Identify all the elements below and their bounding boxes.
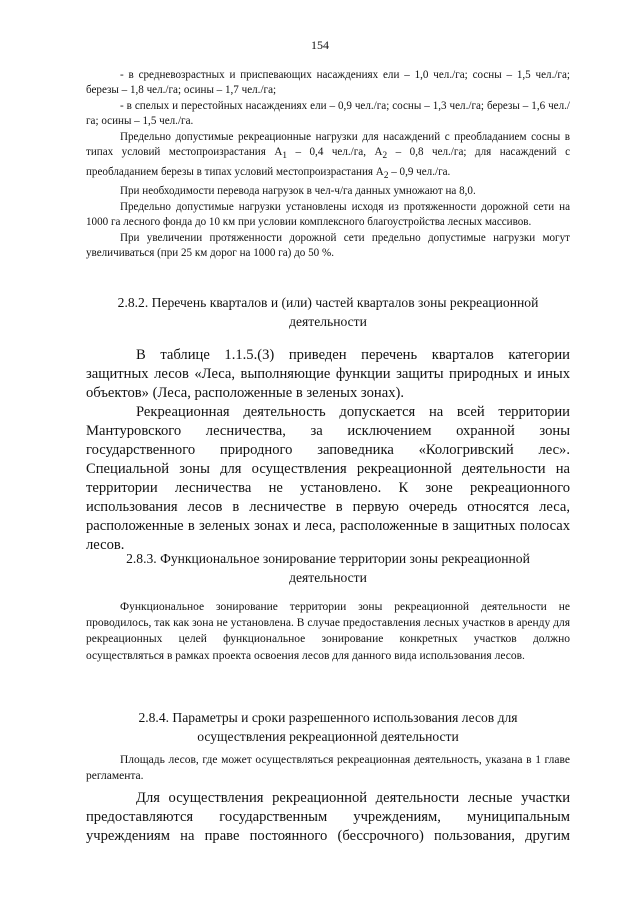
section-284-intro (86, 752, 570, 784)
norm-sub-1: 1 (282, 151, 287, 162)
norm-paragraph-max-load (86, 130, 570, 185)
section-283-heading-line1: 2.8.3. Функциональное зонирование территории зоны рекреационной (126, 551, 530, 566)
norm-paragraph-increase: При увеличении протяженности дорожной сети предельно допустимые нагрузки могут увеличиваться (при 25 км дорог на 1000 га) до 50 %. (86, 231, 570, 259)
norm-text-2: – 0,4 чел./га, А (286, 146, 383, 159)
norm-line-middle-aged: - в средневозрастных и приспевающих насаждениях ели – 1,0 чел./га; сосны – 1,5 чел./га; березы – 1,8 чел./га; осины – 1,7 чел./га; (86, 69, 570, 97)
section-282-heading (86, 293, 570, 331)
section-283-paragraph-1: Функциональное зонирование территории зоны рекреационной деятельности не проводилось, так как зона не установлена. В случае предоставления лесных участков в аренду для рекреационных целей функциональное зонирование конкретных участков должно осуществляться в рамках проекта освоения лесов для данного вида использования лесов. (86, 601, 570, 662)
norm-sub-2: 2 (382, 151, 388, 162)
section-282-heading-line1: 2.8.2. Перечень кварталов и (или) частей кварталов зоны рекреационной (117, 295, 539, 310)
norm-line-mature: - в спелых и перестойных насаждениях ели – 0,9 чел./га; сосны – 1,3 чел./га; березы – 1,6 чел./га; осины – 1,5 чел./га. (86, 99, 570, 128)
section-284-heading-line1: 2.8.4. Параметры и сроки разрешенного использования лесов для (138, 710, 518, 725)
section-282-paragraph-2: Рекреационная деятельность допускается на всей территории Мантуровского лесничества, за исключением охранной зоны государственного природного заповедника «Кологривский лес». Специальной зоны для осуществления рекреационной деятельности на территории лесничества не установлено. К зоне рекреационного использования лесов в лесничестве в первую очередь относятся леса, расположенные в зеленых зонах и леса, расположенные в защитных полосах лесов. (86, 404, 570, 553)
section-284-heading (86, 708, 570, 746)
section-283-heading (86, 549, 570, 587)
norm-text-3: – 0,8 чел./га; для насаждений с преобладанием березы в типах условий местопроизрастания А (86, 146, 570, 178)
section-282-heading-line2: деятельности (289, 314, 367, 329)
section-282-paragraph-1: В таблице 1.1.5.(3) приведен перечень кварталов категории защитных лесов «Леса, выполняющие функции защиты природных и иных объектов» (Леса, расположенные в зеленых зонах). (86, 347, 570, 401)
norm-paragraph-conversion: При необходимости перевода нагрузок в чел-ч/га данных умножают на 8,0. (120, 185, 476, 198)
section-283-body (86, 599, 570, 664)
section-284-heading-line2: осуществления рекреационной деятельности (197, 729, 459, 744)
section-284-body (86, 789, 570, 846)
load-norms-block (86, 68, 570, 261)
norm-paragraph-road-network: Предельно допустимые нагрузки установлены исходя из протяженности дорожной сети на 1000 га лесного фонда до 10 км при условии комплексного благоустройства лесных массивов. (86, 200, 570, 229)
section-282-body (86, 346, 570, 555)
section-284-paragraph-1: Площадь лесов, где может осуществляться рекреационная деятельность, указана в 1 главе регламента. (86, 754, 570, 783)
norm-sub-3: 2 (383, 170, 389, 181)
section-283-heading-line2: деятельности (289, 570, 367, 585)
section-284-paragraph-2: Для осуществления рекреационной деятельности лесные участки предоставляются государственным учреждениям, муниципальным учреждениям на праве постоянного (бессрочного) пользования, другим (86, 790, 570, 844)
norm-text-4: – 0,9 чел./га. (388, 165, 451, 178)
page-number: 154 (311, 38, 329, 52)
norm-text-1: Предельно допустимые рекреационные нагрузки для насаждений с преобладанием сосны в типах условий местопроизрастания А (86, 130, 570, 159)
